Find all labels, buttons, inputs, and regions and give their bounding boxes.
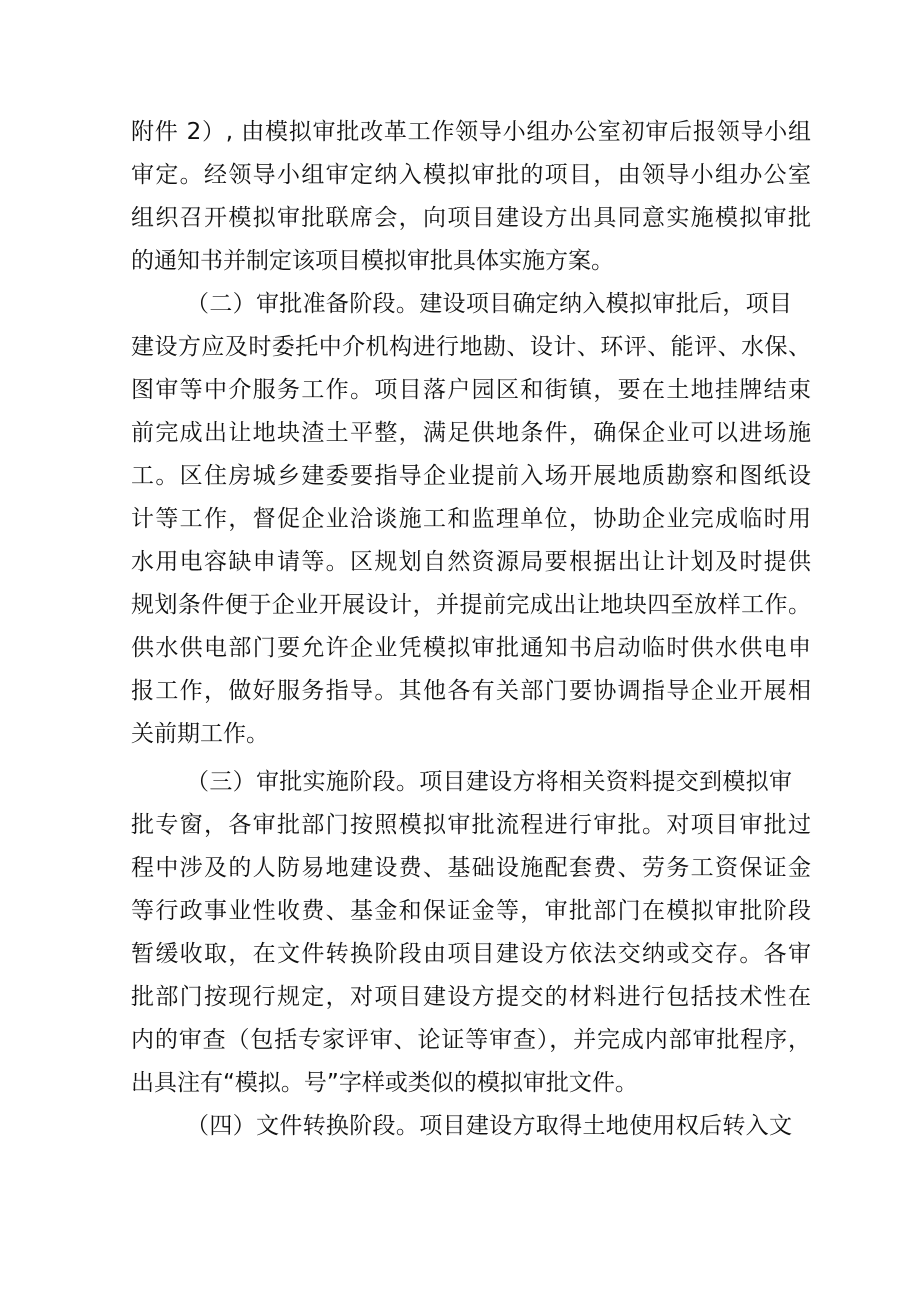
text-line: 附件 2）, 由模拟审批改革工作领导小组办公室初审后报领导小组 xyxy=(131,119,811,145)
text-line: 的通知书并制定该项目模拟审批具体实施方案。 xyxy=(131,248,614,274)
text-line: 出具注有“模拟。号”字样或类似的模拟审批文件。 xyxy=(131,1070,638,1096)
text-line: 批部门按现行规定，对项目建设方提交的材料进行包括技术性在 xyxy=(131,984,811,1010)
text-line: 等行政事业性收费、基金和保证金等，审批部门在模拟审批阶段 xyxy=(131,898,811,924)
text-line: 审定。经领导小组审定纳入模拟审批的项目，由领导小组办公室 xyxy=(131,162,811,188)
text-line: 水用电容缺申请等。区规划自然资源局要根据出让计划及时提供 xyxy=(131,549,811,575)
text-line: 工。区住房城乡建委要指导企业提前入场开展地质勘察和图纸设 xyxy=(131,463,811,489)
text-line: 供水供电部门要允许企业凭模拟审批通知书启动临时供水供电申 xyxy=(131,635,811,661)
text-line: 报工作，做好服务指导。其他各有关部门要协调指导企业开展相 xyxy=(131,678,811,704)
text-line: （三）审批实施阶段。项目建设方将相关资料提交到模拟审 xyxy=(186,769,792,795)
text-line: （四）文件转换阶段。项目建设方取得土地使用权后转入文 xyxy=(186,1113,792,1139)
text-line: 图审等中介服务工作。项目落户园区和街镇，要在土地挂牌结束 xyxy=(131,377,811,403)
text-line: 前完成出让地块渣土平整，满足供地条件，确保企业可以进场施 xyxy=(131,420,811,446)
text-line: 程中涉及的人防易地建设费、基础设施配套费、劳务工资保证金 xyxy=(131,855,811,881)
text-line: 批专窗，各审批部门按照模拟审批流程进行审批。对项目审批过 xyxy=(131,812,811,838)
text-line: 规划条件便于企业开展设计，并提前完成出让地块四至放样工作。 xyxy=(131,592,811,618)
text-line: （二）审批准备阶段。建设项目确定纳入模拟审批后，项目 xyxy=(186,291,792,317)
text-line: 建设方应及时委托中介机构进行地勘、设计、环评、能评、水保、 xyxy=(131,334,811,360)
text-line: 内的审查（包括专家评审、论证等审查），并完成内部审批程序， xyxy=(131,1027,811,1053)
text-line: 计等工作，督促企业洽谈施工和监理单位，协助企业完成临时用 xyxy=(131,506,811,532)
text-line: 关前期工作。 xyxy=(131,721,269,747)
text-line: 暂缓收取，在文件转换阶段由项目建设方依法交纳或交存。各审 xyxy=(131,941,811,967)
text-line: 组织召开模拟审批联席会，向项目建设方出具同意实施模拟审批 xyxy=(131,205,811,231)
